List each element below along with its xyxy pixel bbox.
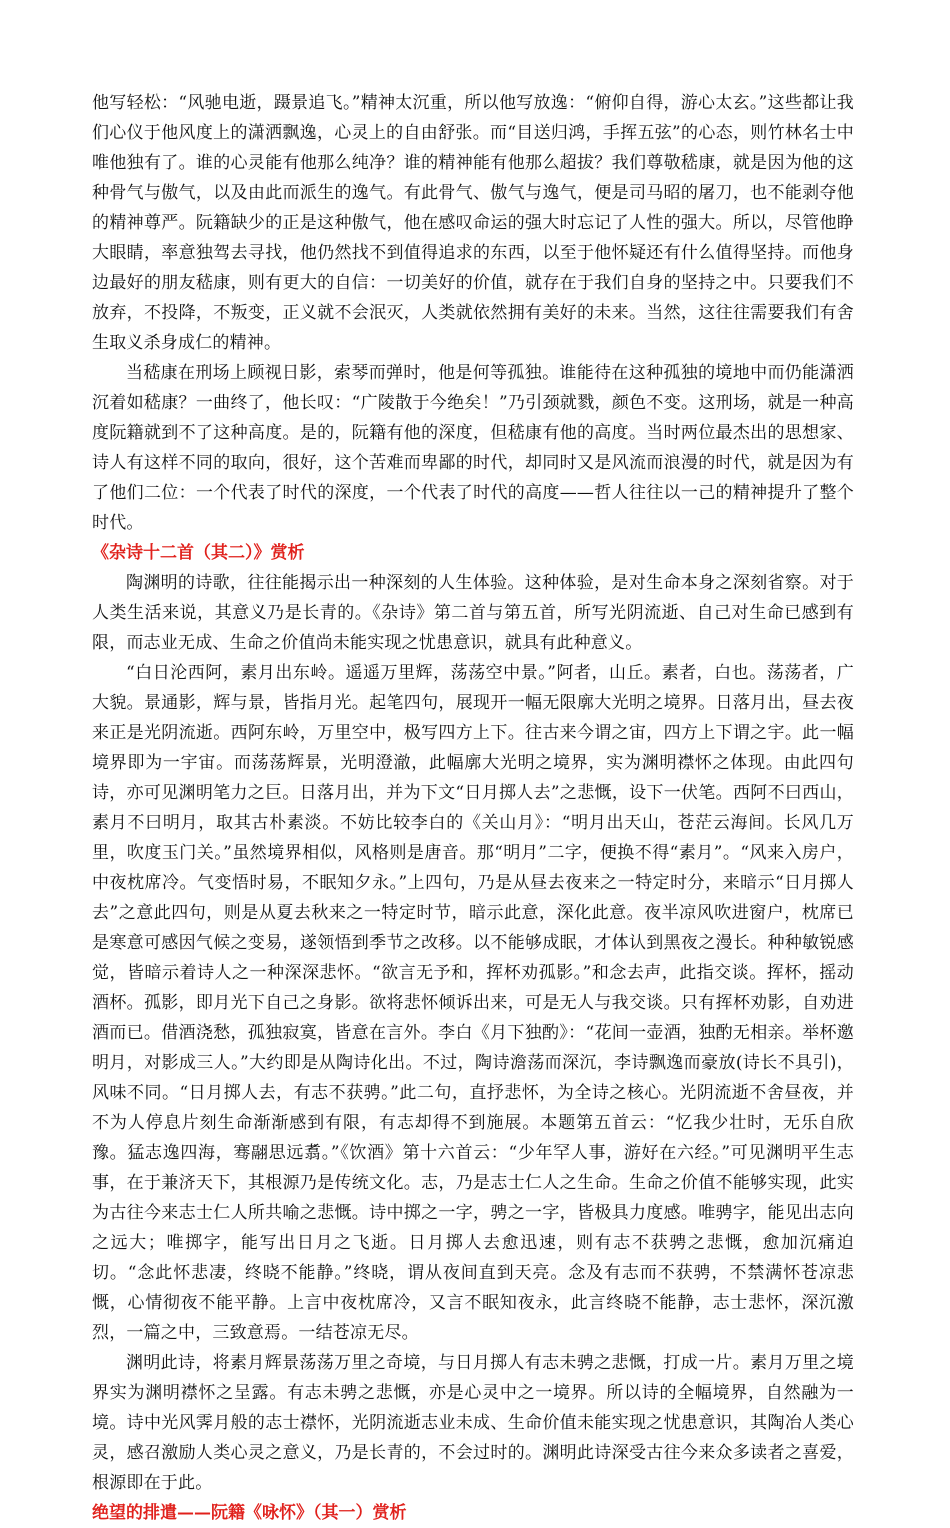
document-page: [92, 88, 854, 1528]
paragraph-tao-yuanming-intro: 陶渊明的诗歌，往往能揭示出一种深刻的人生体验。这种体验，是对生命本身之深刻省察。对于人类生活来说，其意义乃是长青的。《杂诗》第二首与第五首，所写光阴流逝、自己对生命已感到有限，而志业无成、生命之价值尚未能实现之忧患意识，就具有此种意义。: [92, 573, 854, 653]
paragraph-execution-ground: 当嵇康在刑场上顾视日影，索琴而弹时，他是何等孤独。谁能待在这种孤独的境地中而仍能潇洒沉着如嵇康？一曲终了，他长叹：“广陵散于今绝矣！”乃引颈就戮，颜色不变。这刑场，就是一种高度阮籍就到不了这种高度。是的，阮籍有他的深度，但嵇康有他的高度。当时两位最杰出的思想家、诗人有这样不同的取向，很好，这个苦难而卑鄙的时代，却同时又是风流而浪漫的时代，就是因为有了他们二位：一个代表了时代的深度，一个代表了时代的高度——哲人往往以一己的精神提升了整个时代。: [92, 363, 854, 533]
paragraph-ji-kang-spirit: 他写轻松：“风驰电逝，蹑景追飞。”精神太沉重，所以他写放逸：“俯仰自得，游心太玄。”这些都让我们心仪于他风度上的潇洒飘逸，心灵上的自由舒张。而“目送归鸿，手挥五弦”的心态，则竹林名士中唯他独有了。谁的心灵能有他那么纯净？谁的精神能有他那么超拔？我们尊敬嵇康，就是因为他的这种骨气与傲气，以及由此而派生的逸气。有此骨气、傲气与逸气，便是司马昭的屠刀，也不能剥夺他的精神尊严。阮籍缺少的正是这种傲气，他在感叹命运的强大时忘记了人性的强大。所以，尽管他睁大眼睛，率意独驾去寻找，他仍然找不到值得追求的东西，以至于他怀疑还有什么值得坚持。而他身边最好的朋友嵇康，则有更大的自信：一切美好的价值，就存在于我们自身的坚持之中。只要我们不放弃，不投降，不叛变，正义就不会泯灭，人类就依然拥有美好的未来。当然，这往往需要我们有舍生取义杀身成仁的精神。: [92, 93, 854, 353]
paragraph-conclusion: 渊明此诗，将素月辉景荡荡万里之奇境，与日月掷人有志未骋之悲慨，打成一片。素月万里之境界实为渊明襟怀之呈露。有志未骋之悲慨，亦是心灵中之一境界。所以诗的全幅境界，自然融为一境。诗中光风霁月般的志士襟怀，光阴流逝志业未成、生命价值未能实现之忧患意识，其陶冶人类心灵，感召激励人类心灵之意义，乃是长青的，不会过时的。渊明此诗深受古往今来众多读者之喜爱，根源即在于此。: [92, 1353, 854, 1493]
section-heading-za-shi: 《杂诗十二首（其二）》赏析: [92, 543, 305, 563]
paragraph-poem-analysis: “白日沦西阿，素月出东岭。遥遥万里辉，荡荡空中景。”阿者，山丘。素者，白也。荡荡者，广大貌。景通影，辉与景，皆指月光。起笔四句，展现开一幅无限廓大光明之境界。日落月出，昼去夜来正是光阴流逝。西阿东岭，万里空中，极写四方上下。往古来今谓之宙，四方上下谓之宇。此一幅境界即为一宇宙。而荡荡辉景，光明澄澈，此幅廓大光明之境界，实为渊明襟怀之体现。由此四句诗，亦可见渊明笔力之巨。日落月出，并为下文“日月掷人去”之悲慨，设下一伏笔。西阿不曰西山，素月不曰明月，取其古朴素淡。不妨比较李白的《关山月》：“明月出天山，苍茫云海间。长风几万里，吹度玉门关。”虽然境界相似，风格则是唐音。那“明月”二字，便换不得“素月”。“风来入房户，中夜枕席冷。气变悟时易，不眠知夕永。”上四句，乃是从昼去夜来之一特定时分，来暗示“日月掷人去”之意此四句，则是从夏去秋来之一特定时节，暗示此意，深化此意。夜半凉风吹进窗户，枕席已是寒意可感因气候之变易，遂领悟到季节之改移。以不能够成眠，才体认到黑夜之漫长。种种敏锐感觉，皆暗示着诗人之一种深深悲怀。“欲言无予和，挥杯劝孤影。”和念去声，此指交谈。挥杯，摇动酒杯。孤影，即月光下自己之身影。欲将悲怀倾诉出来，可是无人与我交谈。只有挥杯劝影，自劝进酒而已。借酒浇愁，孤独寂寞，皆意在言外。李白《月下独酌》：“花间一壶酒，独酌无相亲。举杯邀明月，对影成三人。”大约即是从陶诗化出。不过，陶诗澹荡而深沉，李诗飘逸而豪放(诗长不具引)，风味不同。“日月掷人去，有志不获骋。”此二句，直抒悲怀，为全诗之核心。光阴流逝不舍昼夜，并不为人停息片刻生命渐渐感到有限，有志却得不到施展。本题第五首云：“忆我少壮时，无乐自欣豫。猛志逸四海，骞翮思远翥。”《饮酒》第十六首云：“少年罕人事，游好在六经。”可见渊明平生志事，在于兼济天下，其根源乃是传统文化。志，乃是志士仁人之生命。生命之价值不能够实现，此实为古往今来志士仁人所共喻之悲慨。诗中掷之一字，骋之一字，皆极具力度感。唯骋字，能见出志向之远大；唯掷字，能写出日月之飞逝。日月掷人去愈迅速，则有志不获骋之悲慨，愈加沉痛迫切。“念此怀悲凄，终晓不能静。”终晓，谓从夜间直到天亮。念及有志而不获骋，不禁满怀苍凉悲慨，心情彻夜不能平静。上言中夜枕席冷，又言不眠知夜永，此言终晓不能静，志士悲怀，深沉激烈，一篇之中，三致意焉。一结苍凉无尽。: [92, 663, 854, 1343]
section-heading-ruan-ji: 绝望的排遣——阮籍《咏怀》（其一）赏析: [92, 1503, 407, 1523]
